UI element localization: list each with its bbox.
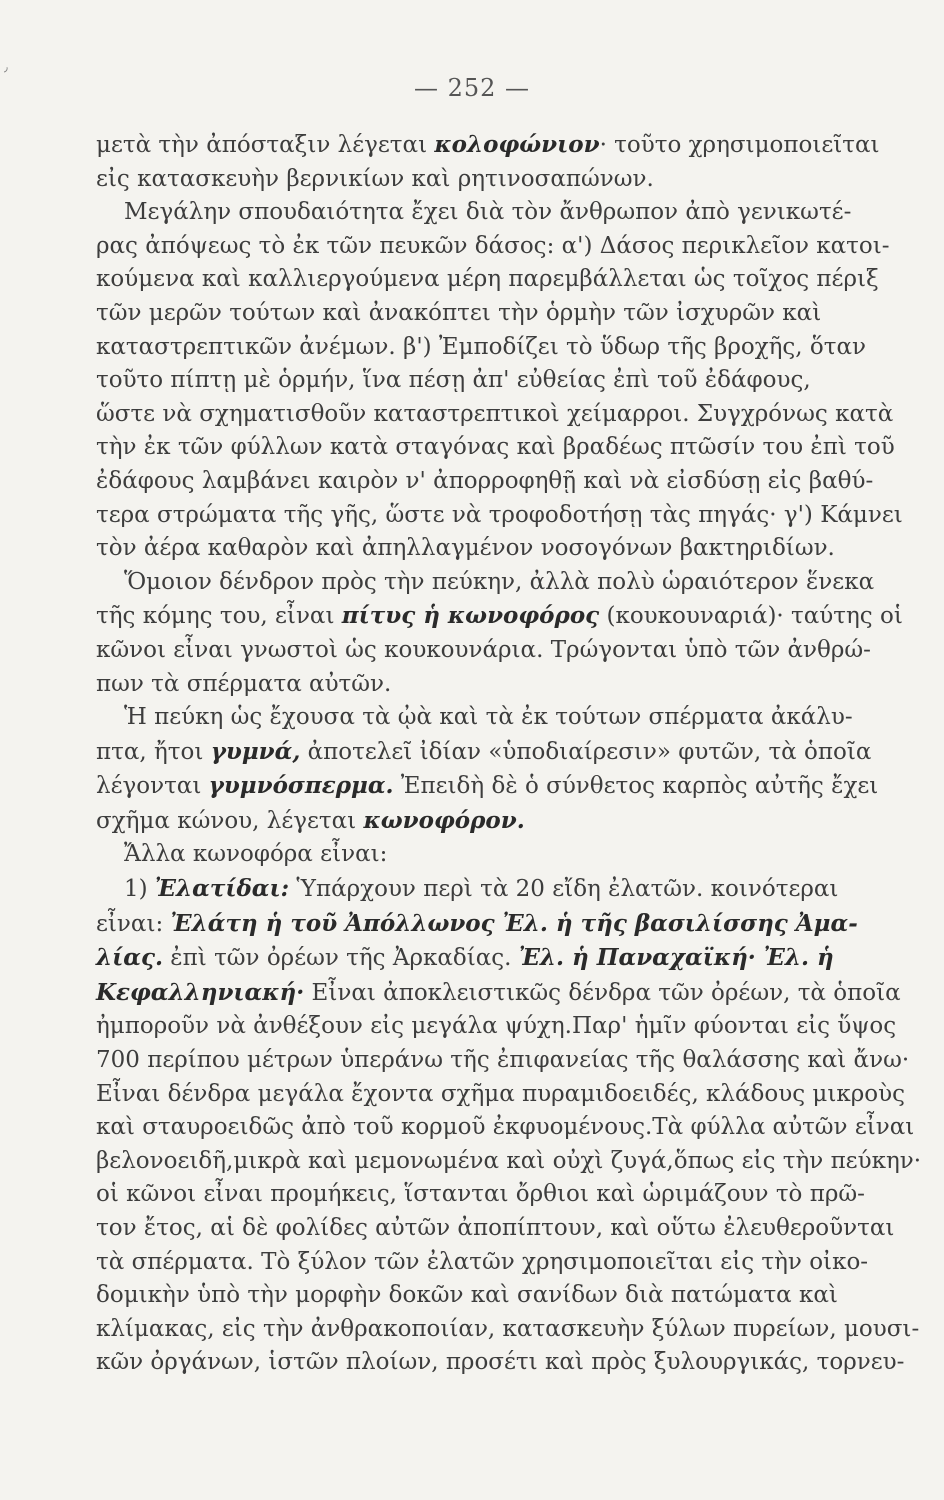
text-line xyxy=(96,499,904,533)
corner-mark: ٫ xyxy=(4,60,8,74)
text-line xyxy=(96,1346,904,1380)
emphasis-term: κολοφώνιον xyxy=(434,131,600,158)
text-line xyxy=(96,431,904,465)
emphasis-term: γυμνόσπερμα. xyxy=(208,772,394,800)
body-text xyxy=(96,128,922,1380)
text-line xyxy=(96,872,904,907)
text-run: λέγονται xyxy=(96,773,209,800)
emphasis-term: Ἐλάτη ἡ τοῦ Ἀπόλλωνος Ἐλ. ἡ τῆς βασιλίσσης Ἀμα- xyxy=(170,909,858,937)
emphasis-term: Ἐλ. ἡ Παναχαϊκή· Ἐλ. ἡ xyxy=(518,944,834,972)
text-line xyxy=(96,1078,904,1112)
text-run: Εἶναι δένδρα μεγάλα ἔχοντα σχῆμα πυραμιδοειδές, κλάδους μικροὺς xyxy=(96,1080,905,1107)
text-line xyxy=(96,364,904,398)
text-run: καὶ σταυροειδῶς ἀπὸ τοῦ κορμοῦ ἐκφυομένους.Τὰ φύλλα αὐτῶν εἶναι xyxy=(96,1114,915,1141)
text-line xyxy=(96,1279,904,1313)
text-run: τον ἔτος, αἱ δὲ φολίδες αὐτῶν ἀποπίπτουν, καὶ οὕτω ἐλευθεροῦνται xyxy=(96,1215,895,1241)
text-run: 700 περίπου μέτρων ὑπεράνω τῆς ἐπιφανείας τῆς θαλάσσης καὶ ἄνω· xyxy=(96,1047,910,1074)
text-run: εἰς κατασκευὴν βερνικίων καὶ ρητινοσαπώνων. xyxy=(96,165,654,192)
text-line xyxy=(96,735,904,770)
text-run: Μεγάλην σπουδαιότητα ἔχει διὰ τὸν ἄνθρωπον ἀπὸ γενικωτέ- xyxy=(124,199,852,226)
text-line xyxy=(96,1010,904,1044)
text-line xyxy=(96,297,904,331)
text-line xyxy=(96,769,904,804)
text-run: ἐπὶ τῶν ὀρέων τῆς Ἀρκαδίας. xyxy=(162,945,519,972)
text-line xyxy=(96,163,904,197)
text-run: · τοῦτο χρησιμοποιεῖται xyxy=(599,132,880,158)
text-run: τερα στρώματα τῆς γῆς, ὥστε νὰ τροφοδοτήσῃ τὰς πηγάς· γ') Κάμνει xyxy=(96,501,903,528)
text-line xyxy=(96,331,904,365)
text-line xyxy=(96,838,904,872)
text-line xyxy=(96,1145,922,1179)
text-line xyxy=(96,532,904,566)
text-run: Ἄλλα κωνοφόρα εἶναι: xyxy=(124,841,388,868)
text-line xyxy=(96,976,904,1011)
text-run: 1) xyxy=(124,876,155,903)
text-line xyxy=(96,1111,915,1145)
text-line xyxy=(96,230,904,264)
emphasis-term: κωνοφόρον. xyxy=(363,806,525,834)
text-run: ἠμποροῦν νὰ ἀνθέξουν εἰς μεγάλα ψύχη.Παρ' ἡμῖν φύονται εἰς ὕψος xyxy=(96,1013,897,1040)
text-line xyxy=(96,1044,910,1078)
text-run: πτα, ἤτοι xyxy=(96,738,211,765)
text-line xyxy=(96,398,904,432)
text-line xyxy=(96,668,904,702)
text-run: ὥστε νὰ σχηματισθοῦν καταστρεπτικοὶ χείμαρροι. Συγχρόνως κατὰ xyxy=(96,400,894,427)
emphasis-term: λίας. xyxy=(96,944,163,972)
text-line xyxy=(96,599,904,634)
text-run: τοῦτο πίπτῃ μὲ ὁρμήν, ἵνα πέσῃ ἀπ' εὐθείας ἐπὶ τοῦ ἐδάφους, xyxy=(96,367,811,394)
text-run: οἱ κῶνοι εἶναι προμήκεις, ἵστανται ὄρθιοι καὶ ὡριμάζουν τὸ πρῶ- xyxy=(96,1181,865,1208)
text-run: κούμενα καὶ καλλιεργούμενα μέρη παρεμβάλλεται ὡς τοῖχος πέριξ xyxy=(96,266,879,293)
text-line xyxy=(96,566,904,600)
text-run: μετὰ τὴν ἀπόσταξιν λέγεται xyxy=(96,132,435,158)
text-run: Ἡ πεύκη ὡς ἔχουσα τὰ ᾠὰ καὶ τὰ ἐκ τούτων σπέρματα ἀκάλυ- xyxy=(124,704,853,731)
text-line xyxy=(96,941,904,976)
text-run: σχῆμα κώνου, λέγεται xyxy=(96,807,364,834)
text-run: ἐδάφους λαμβάνει καιρὸν ν' ἀπορροφηθῇ καὶ νὰ εἰσδύσῃ εἰς βαθύ- xyxy=(96,467,874,494)
text-run: ἀποτελεῖ ἰδίαν «ὑποδιαίρεσιν» φυτῶν, τὰ ὁποῖα xyxy=(300,738,872,765)
text-line xyxy=(96,1246,904,1280)
text-run: καταστρεπτικῶν ἀνέμων. β') Ἐμποδίζει τὸ ὕδωρ τῆς βροχῆς, ὅταν xyxy=(96,333,867,360)
text-run: εἶναι: xyxy=(96,910,171,937)
emphasis-term: πίτυς ἡ κωνοφόρος xyxy=(341,602,600,630)
text-line xyxy=(96,907,904,942)
text-line xyxy=(96,804,904,839)
emphasis-term: Κεφαλληνιακή· xyxy=(96,978,305,1006)
emphasis-term: γυμνά, xyxy=(210,737,301,765)
text-line xyxy=(96,1313,920,1347)
text-line xyxy=(96,263,904,297)
text-line xyxy=(96,128,904,163)
text-line xyxy=(96,1178,904,1212)
text-run: Ἐπειδὴ δὲ ὁ σύνθετος καρπὸς αὐτῆς ἔχει xyxy=(393,773,879,800)
text-run: κῶν ὀργάνων, ἱστῶν πλοίων, προσέτι καὶ πρὸς ξυλουργικάς, τορνευ- xyxy=(96,1349,905,1376)
text-line xyxy=(96,1212,904,1246)
text-run: τὴν ἐκ τῶν φύλλων κατὰ σταγόνας καὶ βραδέως πτῶσίν του ἐπὶ τοῦ xyxy=(96,434,895,461)
text-run: τὰ σπέρματα. Τὸ ξύλον τῶν ἐλατῶν χρησιμοποιεῖται εἰς τὴν οἰκο- xyxy=(96,1248,869,1275)
text-run: δομικὴν ὑπὸ τὴν μορφὴν δοκῶν καὶ σανίδων διὰ πατώματα καὶ xyxy=(96,1282,838,1309)
text-line xyxy=(96,465,904,499)
text-run: κῶνοι εἶναι γνωστοὶ ὡς κουκουνάρια. Τρώγονται ὑπὸ τῶν ἀνθρώ- xyxy=(96,636,871,663)
text-line xyxy=(96,701,904,735)
emphasis-term: Ἐλατίδαι: xyxy=(154,875,290,903)
text-run: ρας ἀπόψεως τὸ ἐκ τῶν πευκῶν δάσος: α') Δάσος περικλεῖον κατοι- xyxy=(96,232,890,259)
text-run: τῶν μερῶν τούτων καὶ ἀνακόπτει τὴν ὁρμὴν τῶν ἰσχυρῶν καὶ xyxy=(96,299,822,326)
text-run: τῆς κόμης του, εἶναι xyxy=(96,603,342,630)
text-run: κλίμακας, εἰς τὴν ἀνθρακοποιίαν, κατασκευὴν ξύλων πυρείων, μουσι- xyxy=(96,1315,920,1342)
text-run: (κουκουναριά)· ταύτης οἱ xyxy=(599,603,903,630)
text-run: βελονοειδῆ,μικρὰ καὶ μεμονωμένα καὶ οὐχὶ ζυγά,ὅπως εἰς τὴν πεύκην· xyxy=(96,1147,922,1174)
text-line xyxy=(96,196,904,230)
page-number: — 252 — xyxy=(413,74,531,102)
text-run: Ὑπάρχουν περὶ τὰ 20 εἴδη ἐλατῶν. κοινότεραι xyxy=(289,876,839,903)
text-run: τὸν ἀέρα καθαρὸν καὶ ἀπηλλαγμένον νοσογόνων βακτηριδίων. xyxy=(96,535,835,562)
text-run: Ὅμοιον δένδρον πρὸς τὴν πεύκην, ἀλλὰ πολὺ ὡραιότερον ἕνεκα xyxy=(124,568,875,595)
text-run: πων τὰ σπέρματα αὐτῶν. xyxy=(96,670,392,697)
text-line xyxy=(96,634,904,668)
text-run: Εἶναι ἀποκλειστικῶς δένδρα τῶν ὀρέων, τὰ ὁποῖα xyxy=(304,979,901,1006)
